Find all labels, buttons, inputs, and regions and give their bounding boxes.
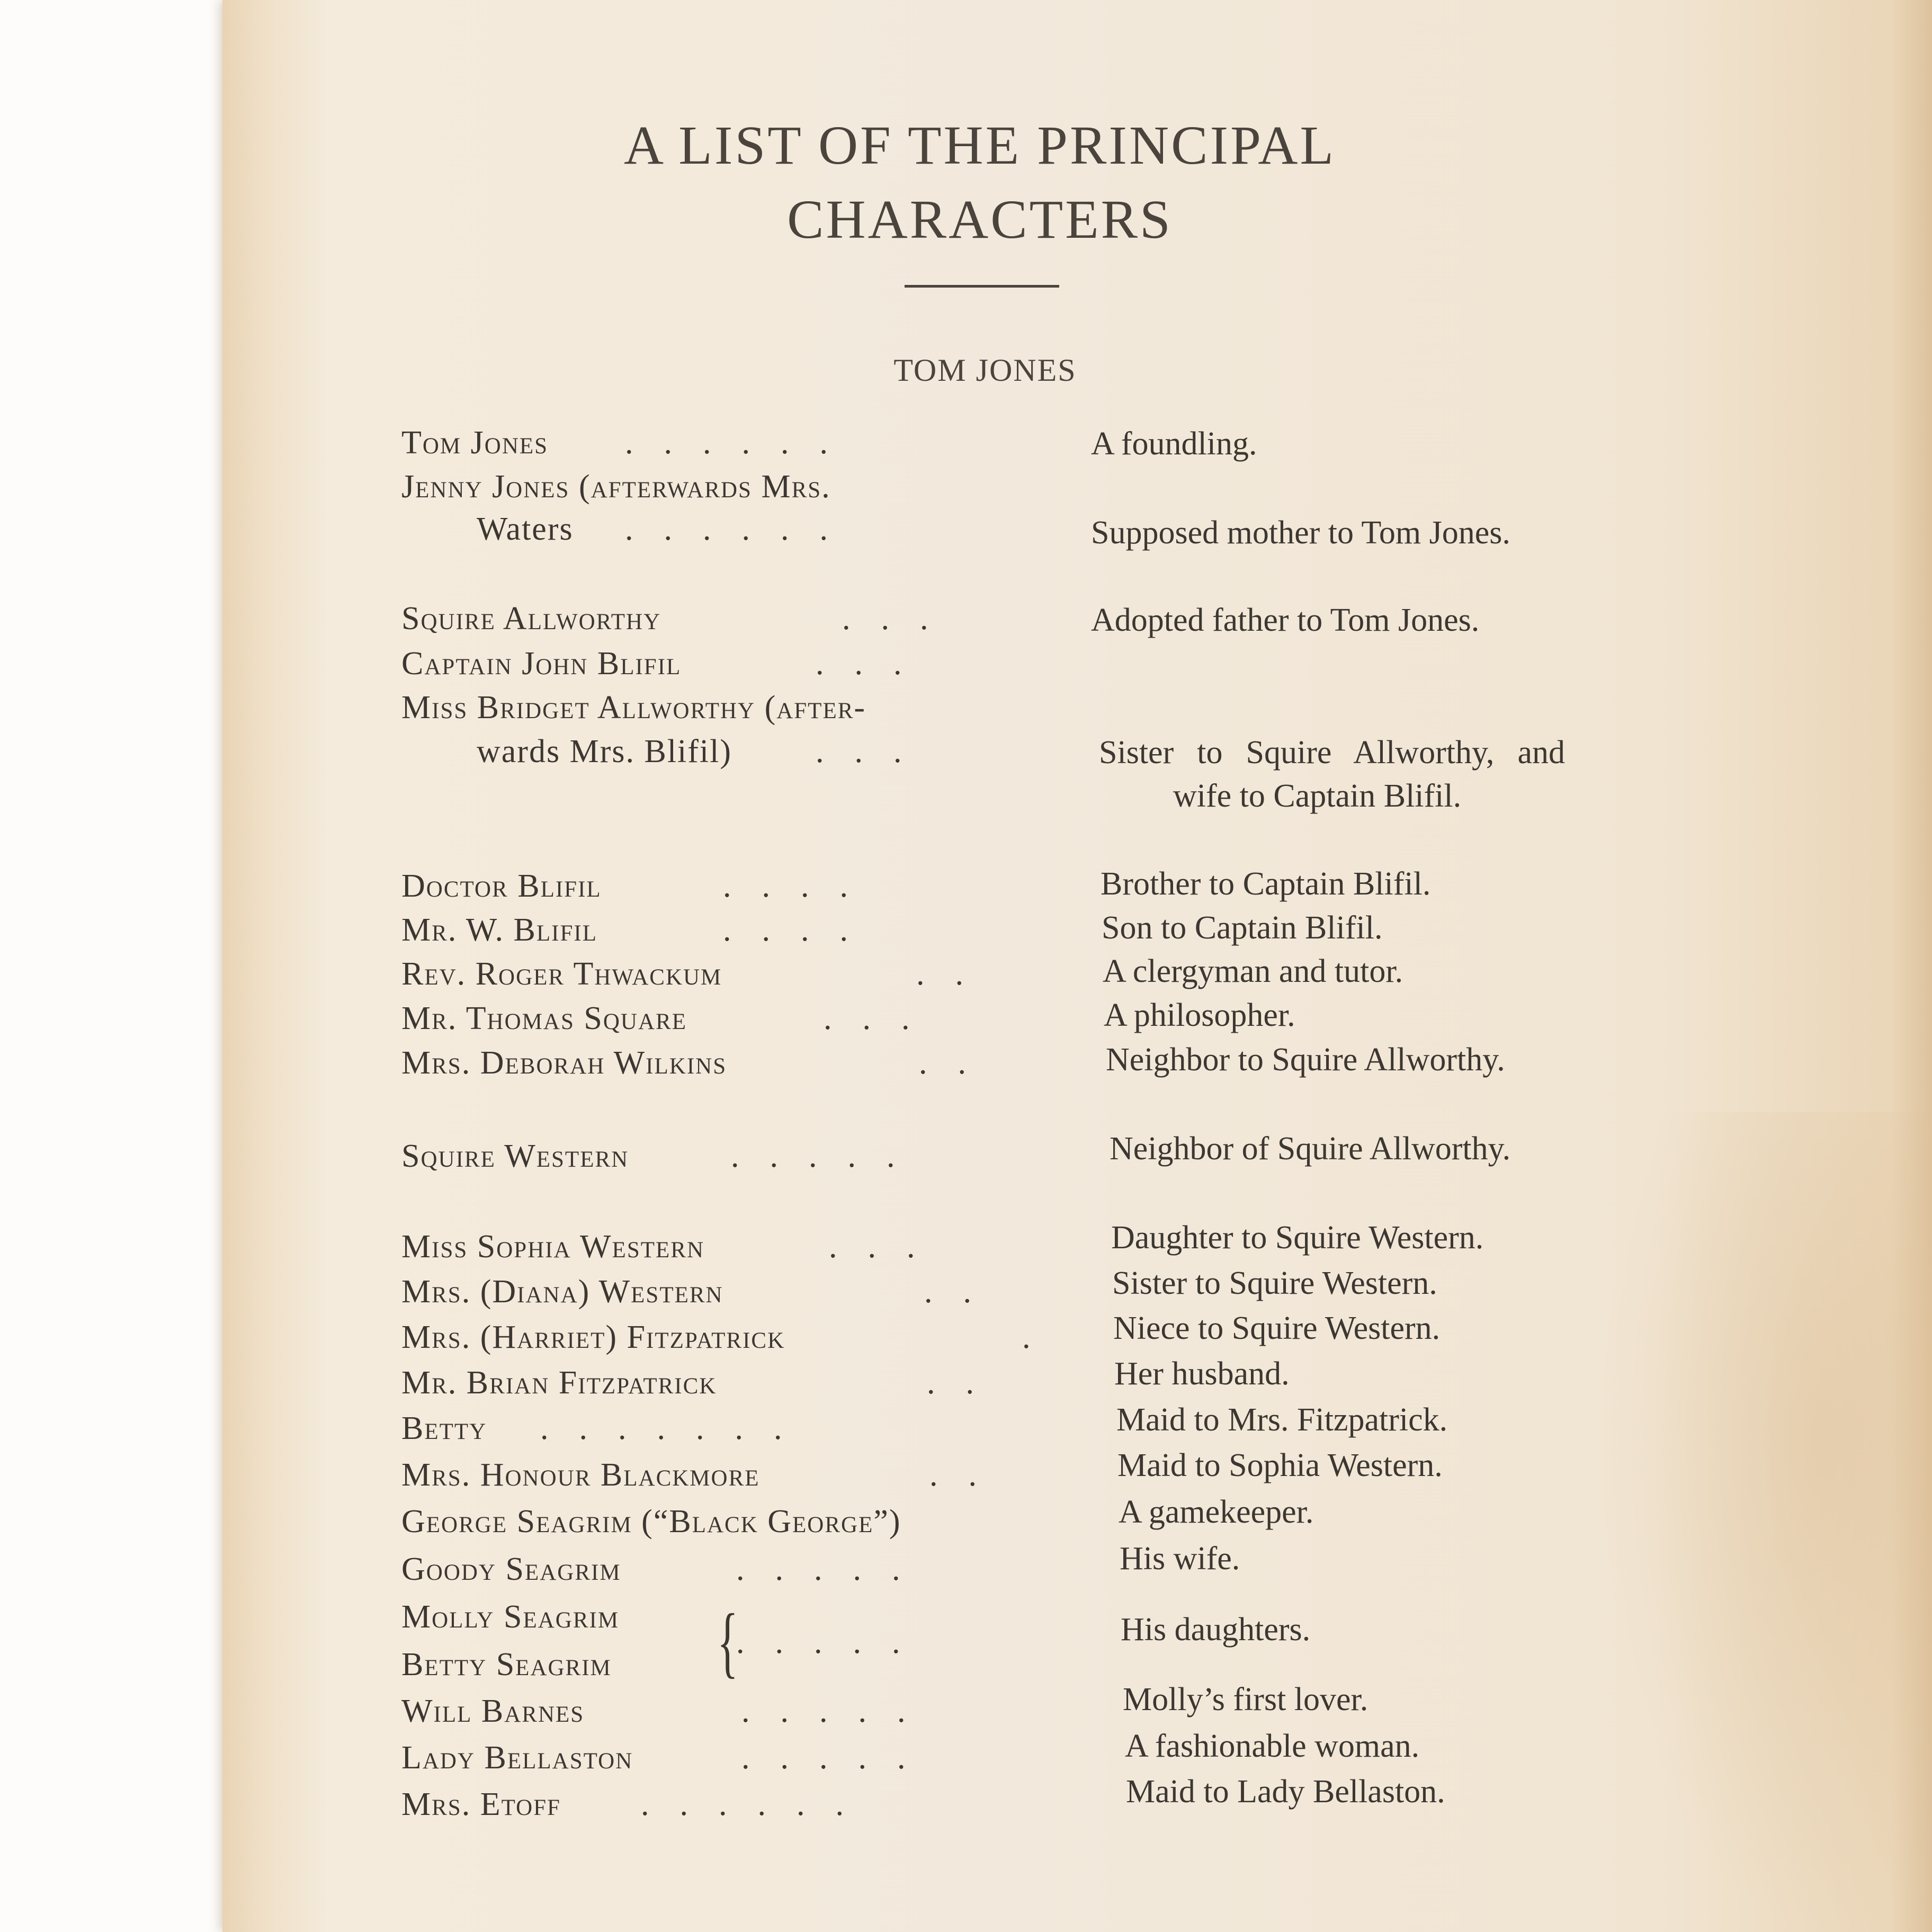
character-name: Mrs. (Diana) Western [401, 1274, 723, 1310]
section-title: TOM JONES [893, 353, 1077, 388]
character-description: Sister to Squire Allworthy, and wife to Captain Blifil. [1099, 735, 1565, 814]
character-name: Mr. Brian Fitzpatrick [401, 1365, 717, 1401]
title-line-2: CHARACTERS [787, 189, 1173, 250]
character-description: Maid to Lady Bellaston. [1126, 1774, 1445, 1810]
dot-leader: ... [816, 646, 933, 682]
character-name: Captain John Blifil [401, 646, 682, 682]
character-description: Molly’s first lover. [1123, 1681, 1368, 1718]
dot-leader: ..... [731, 1138, 926, 1174]
character-description: A philosopher. [1104, 997, 1295, 1033]
character-name-continued: wards Mrs. Blifil) [477, 734, 732, 770]
character-name: Miss Sophia Western [401, 1229, 704, 1265]
title-rule [905, 285, 1059, 288]
dot-leader: .. [924, 1274, 1002, 1310]
character-name: Mr. Thomas Square [401, 1000, 687, 1036]
dot-leader: ..... [736, 1624, 931, 1660]
title-line-1: A LIST OF THE PRINCIPAL [623, 115, 1336, 176]
dot-leader: ..... [741, 1693, 936, 1729]
character-description: A fashionable woman. [1125, 1728, 1420, 1764]
character-name: Squire Allworthy [401, 601, 661, 637]
character-name-continued: Waters [477, 511, 574, 547]
character-name: Mrs. (Harriet) Fitzpatrick [401, 1319, 785, 1355]
character-description: Neighbor of Squire Allworthy. [1110, 1131, 1511, 1167]
character-description: Maid to Mrs. Fitzpatrick. [1116, 1402, 1448, 1438]
dot-leader: .... [723, 868, 879, 904]
character-name: George Seagrim (“Black George”) [401, 1504, 901, 1540]
character-description: A gamekeeper. [1119, 1494, 1314, 1530]
dot-leader: ... [829, 1229, 946, 1265]
dot-leader: .. [916, 956, 994, 992]
character-description: A foundling. [1091, 426, 1257, 462]
character-description: Neighbor to Squire Allworthy. [1106, 1042, 1505, 1078]
dot-leader: ...... [625, 511, 858, 547]
character-name: Mr. W. Blifil [401, 912, 597, 948]
character-name: Lady Bellaston [401, 1740, 633, 1776]
dot-leader: ....... [540, 1410, 813, 1446]
character-name: Miss Bridget Allworthy (after- [401, 690, 866, 726]
character-name: Molly Seagrim [401, 1599, 620, 1635]
character-description: Adopted father to Tom Jones. [1091, 602, 1480, 638]
character-name: Betty [401, 1410, 487, 1446]
dot-leader: .. [927, 1365, 1005, 1401]
dot-leader: . [1022, 1319, 1061, 1355]
character-description: Son to Captain Blifil. [1102, 910, 1383, 946]
dot-leader: ... [816, 734, 933, 770]
character-name: Mrs. Honour Blackmore [401, 1457, 760, 1493]
dot-leader: .. [919, 1045, 997, 1081]
character-name: Tom Jones [401, 425, 549, 461]
character-description: His daughters. [1121, 1612, 1311, 1648]
character-name: Mrs. Etoff [401, 1786, 561, 1822]
character-description: Maid to Sophia Western. [1117, 1447, 1443, 1483]
dot-leader: .. [929, 1457, 1007, 1493]
character-name: Rev. Roger Thwackum [401, 956, 722, 992]
character-description: A clergyman and tutor. [1103, 953, 1403, 989]
dot-leader: ...... [625, 425, 858, 461]
grouping-brace: { [717, 1598, 738, 1686]
character-description: Her husband. [1114, 1356, 1290, 1392]
dot-leader: ... [824, 1000, 941, 1036]
dot-leader: ...... [641, 1786, 874, 1822]
character-name: Mrs. Deborah Wilkins [401, 1045, 727, 1081]
character-name: Squire Western [401, 1138, 629, 1174]
character-name: Betty Seagrim [401, 1647, 612, 1683]
character-description: His wife. [1120, 1541, 1240, 1577]
character-name: Jenny Jones (afterwards Mrs. [401, 469, 831, 505]
dot-leader: .... [723, 912, 879, 948]
character-description: Daughter to Squire Western. [1111, 1220, 1484, 1256]
character-description: Sister to Squire Western. [1112, 1265, 1437, 1301]
dot-leader: ..... [741, 1740, 936, 1776]
dot-leader: ..... [736, 1551, 931, 1587]
character-description: Brother to Captain Blifil. [1101, 866, 1431, 902]
character-description: Supposed mother to Tom Jones. [1091, 515, 1510, 551]
character-description: Niece to Squire Western. [1113, 1310, 1441, 1346]
dot-leader: ... [842, 601, 959, 637]
character-name: Goody Seagrim [401, 1551, 621, 1587]
character-name: Doctor Blifil [401, 868, 602, 904]
character-name: Will Barnes [401, 1693, 585, 1729]
page-title [530, 109, 1430, 257]
